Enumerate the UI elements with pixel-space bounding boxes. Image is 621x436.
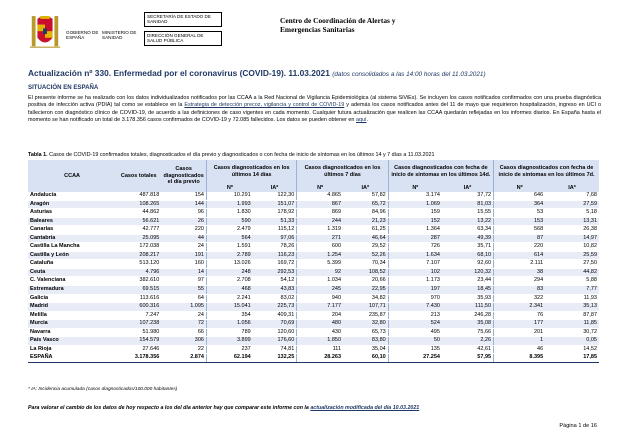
header-total: Casos totales — [116, 160, 161, 192]
value-cell: 25.095 — [116, 234, 161, 243]
table-row — [28, 328, 599, 337]
value-cell: 10,82 — [545, 243, 599, 252]
value-cell: 72 — [161, 320, 206, 329]
value-cell: 46,64 — [343, 234, 388, 243]
value-cell: 42.777 — [116, 226, 161, 235]
value-cell: 51.980 — [116, 328, 161, 337]
value-cell: 25,59 — [545, 251, 599, 260]
value-cell: 246,28 — [442, 311, 494, 320]
value-cell: 66 — [161, 328, 206, 337]
table-row — [28, 311, 599, 320]
total-value-cell: 132,25 — [253, 354, 297, 363]
value-cell: 65,72 — [343, 200, 388, 209]
table-caption — [28, 152, 601, 158]
value-cell: 81,03 — [442, 200, 494, 209]
value-cell: 154 — [161, 192, 206, 200]
table-row — [28, 192, 599, 200]
value-cell: 1.364 — [388, 226, 442, 235]
value-cell: 4.865 — [297, 192, 343, 200]
table-row — [28, 268, 599, 277]
value-cell: 568 — [494, 226, 546, 235]
table-caption-label: Tabla 1. — [28, 152, 48, 158]
total-value-cell: 60,10 — [343, 354, 388, 363]
page-number: Página 1 de 16 — [559, 423, 597, 429]
value-cell: 43,83 — [253, 286, 297, 295]
value-cell: 201 — [494, 328, 546, 337]
table-row — [28, 303, 599, 312]
value-cell: 2.111 — [494, 260, 546, 269]
value-cell: 116,23 — [253, 251, 297, 260]
value-cell: 1.034 — [297, 277, 343, 286]
table-row — [28, 251, 599, 260]
region-name-cell: Asturias — [28, 209, 116, 218]
report-title — [28, 68, 597, 78]
value-cell: 83 — [494, 286, 546, 295]
value-cell: 287 — [388, 234, 442, 243]
region-name-cell: Melilla — [28, 311, 116, 320]
header-14-days: Casos diagnosticados en los últimos 14 días — [206, 160, 296, 184]
table-row — [28, 226, 599, 235]
subheader-n: Nº — [297, 184, 343, 192]
value-cell: 495 — [388, 328, 442, 337]
value-cell: 37,72 — [442, 192, 494, 200]
value-cell: 248 — [206, 268, 252, 277]
value-cell: 49,39 — [442, 234, 494, 243]
section-heading: SITUACIÓN EN ESPAÑA — [28, 84, 99, 91]
value-cell: 867 — [297, 200, 343, 209]
value-cell: 42,61 — [442, 345, 494, 354]
value-cell: 30,72 — [545, 328, 599, 337]
header-7-days: Casos diagnosticados en los últimos 7 días — [297, 160, 388, 184]
region-name-cell: País Vasco — [28, 337, 116, 346]
region-name-cell: Baleares — [28, 217, 116, 226]
value-cell: 24 — [161, 311, 206, 320]
value-cell: 7.247 — [116, 311, 161, 320]
value-cell: 237 — [206, 345, 252, 354]
value-cell: 120,32 — [442, 268, 494, 277]
value-cell: 102 — [388, 268, 442, 277]
total-value-cell: 2.874 — [161, 354, 206, 363]
value-cell: 68,10 — [442, 251, 494, 260]
value-cell: 10.291 — [206, 192, 252, 200]
value-cell: 50 — [388, 337, 442, 346]
value-cell: 46 — [494, 345, 546, 354]
total-value-cell: 57,95 — [442, 354, 494, 363]
value-cell: 26 — [161, 217, 206, 226]
table-row — [28, 337, 599, 346]
value-cell: 322 — [494, 294, 546, 303]
value-cell: 70,34 — [343, 260, 388, 269]
value-cell: 24 — [161, 243, 206, 252]
region-name-cell: La Rioja — [28, 345, 116, 354]
value-cell: 76 — [494, 311, 546, 320]
ia-footnote: * IA: Incidencia acumulada (casos diagnosticados/100.000 habitantes) — [28, 387, 178, 392]
value-cell: 14 — [161, 268, 206, 277]
value-cell: 468 — [206, 286, 252, 295]
value-cell: 87 — [494, 234, 546, 243]
value-cell: 92,60 — [442, 260, 494, 269]
strategy-link[interactable]: Estrategia de detección precoz, vigilancia y control de COVID-19 — [184, 102, 345, 109]
value-cell: 4.796 — [116, 268, 161, 277]
value-cell: 5,88 — [545, 277, 599, 286]
table-row — [28, 277, 599, 286]
value-cell: 220 — [161, 226, 206, 235]
value-cell: 869 — [297, 209, 343, 218]
subheader-ia: IA* — [442, 184, 494, 192]
value-cell: 590 — [206, 217, 252, 226]
value-cell: 13.026 — [206, 260, 252, 269]
total-value-cell: 17,85 — [545, 354, 599, 363]
total-value-cell: 3.178.356 — [116, 354, 161, 363]
value-cell: 970 — [388, 294, 442, 303]
value-cell: 75,66 — [442, 328, 494, 337]
value-cell: 70,69 — [253, 320, 297, 329]
value-cell: 191 — [161, 251, 206, 260]
value-cell: 1.069 — [388, 200, 442, 209]
table-row — [28, 345, 599, 354]
value-cell: 108,52 — [343, 268, 388, 277]
coat-of-arms-icon — [28, 12, 62, 56]
ccaes-line-1: Centro de Coordinación de Alertas y — [280, 16, 396, 25]
value-cell: 169,72 — [253, 260, 297, 269]
value-cell: 235,87 — [343, 311, 388, 320]
region-name-cell: Aragón — [28, 200, 116, 209]
value-cell: 197 — [388, 286, 442, 295]
table-body — [28, 192, 599, 354]
value-cell: 84,96 — [343, 209, 388, 218]
value-cell: 107,71 — [343, 303, 388, 312]
value-cell: 74,81 — [253, 345, 297, 354]
value-cell: 2.341 — [494, 303, 546, 312]
value-cell: 294 — [494, 277, 546, 286]
value-cell: 96 — [161, 209, 206, 218]
total-label-cell: ESPAÑA — [28, 354, 116, 363]
value-cell: 1.173 — [388, 277, 442, 286]
comparison-text: Para valorar el cambio de los datos de hoy respecto a los del día anterior hay que comparar este informe con la — [28, 405, 311, 411]
value-cell: 1.254 — [297, 251, 343, 260]
value-cell: 1.850 — [297, 337, 343, 346]
region-name-cell: Andalucía — [28, 192, 116, 200]
value-cell: 2.479 — [206, 226, 252, 235]
value-cell: 111 — [297, 345, 343, 354]
value-cell: 15.041 — [206, 303, 252, 312]
region-name-cell: Madrid — [28, 303, 116, 312]
table-row — [28, 320, 599, 329]
value-cell: 1 — [494, 337, 546, 346]
region-name-cell: Ceuta — [28, 268, 116, 277]
value-cell: 35,08 — [442, 320, 494, 329]
government-logo — [28, 12, 138, 60]
value-cell: 27,59 — [545, 200, 599, 209]
report-header — [28, 12, 597, 62]
region-name-cell: Galicia — [28, 294, 116, 303]
value-cell: 35,13 — [545, 303, 599, 312]
value-cell: 7.177 — [297, 303, 343, 312]
value-cell: 789 — [206, 328, 252, 337]
ministry-boxes — [144, 12, 222, 46]
value-cell: 27,50 — [545, 260, 599, 269]
value-cell: 61,25 — [343, 226, 388, 235]
value-cell: 56.621 — [116, 217, 161, 226]
region-name-cell: Castilla y León — [28, 251, 116, 260]
value-cell: 29,52 — [343, 243, 388, 252]
value-cell: 7.107 — [388, 260, 442, 269]
value-cell: 204 — [297, 311, 343, 320]
value-cell: 2.708 — [206, 277, 252, 286]
value-cell: 2.789 — [206, 251, 252, 260]
intro-paragraph — [28, 95, 601, 124]
ccaes-title — [280, 16, 395, 34]
subheader-n: Nº — [388, 184, 442, 192]
subheader-ia: IA* — [253, 184, 297, 192]
total-row — [28, 354, 599, 363]
comparison-note — [28, 405, 419, 411]
value-cell: 83,80 — [343, 337, 388, 346]
value-cell: 7,68 — [545, 192, 599, 200]
value-cell: 213 — [388, 311, 442, 320]
value-cell: 364 — [494, 200, 546, 209]
table-row — [28, 243, 599, 252]
header-ccaa: CCAA — [28, 160, 116, 192]
value-cell: 38 — [494, 268, 546, 277]
cases-table — [28, 160, 599, 363]
value-cell: 11,85 — [545, 320, 599, 329]
value-cell: 480 — [297, 320, 343, 329]
value-cell: 115,12 — [253, 226, 297, 235]
value-cell: 1.830 — [206, 209, 252, 218]
total-value-cell: 28.263 — [297, 354, 343, 363]
value-cell: 13,22 — [442, 217, 494, 226]
value-cell: 600.316 — [116, 303, 161, 312]
value-cell: 220 — [494, 243, 546, 252]
value-cell: 726 — [388, 243, 442, 252]
value-cell: 177 — [494, 320, 546, 329]
region-name-cell: Navarra — [28, 328, 116, 337]
value-cell: 154.579 — [116, 337, 161, 346]
value-cell: 22,95 — [343, 286, 388, 295]
value-cell: 7,77 — [545, 286, 599, 295]
value-cell: 172.038 — [116, 243, 161, 252]
value-cell: 22 — [161, 345, 206, 354]
value-cell: 51,33 — [253, 217, 297, 226]
value-cell: 111,50 — [442, 303, 494, 312]
value-cell: 63,34 — [442, 226, 494, 235]
value-cell: 26,38 — [545, 226, 599, 235]
value-cell: 69.515 — [116, 286, 161, 295]
value-cell: 135 — [388, 345, 442, 354]
value-cell: 382.610 — [116, 277, 161, 286]
region-name-cell: Castilla La Mancha — [28, 243, 116, 252]
value-cell: 176,60 — [253, 337, 297, 346]
value-cell: 564 — [206, 234, 252, 243]
table-row — [28, 200, 599, 209]
value-cell: 34,82 — [343, 294, 388, 303]
value-cell: 1.993 — [206, 200, 252, 209]
table-row — [28, 286, 599, 295]
value-cell: 87,87 — [545, 311, 599, 320]
subheader-n: Nº — [494, 184, 546, 192]
value-cell: 5,18 — [545, 209, 599, 218]
title-main: Actualización nº 330. Enfermedad por el coronavirus (COVID-19). 11.03.2021 — [28, 68, 330, 78]
value-cell: 18,45 — [442, 286, 494, 295]
value-cell: 3.174 — [388, 192, 442, 200]
value-cell: 430 — [297, 328, 343, 337]
value-cell: 1.319 — [297, 226, 343, 235]
value-cell: 513.120 — [116, 260, 161, 269]
value-cell: 14,52 — [545, 345, 599, 354]
subheader-ia: IA* — [545, 184, 599, 192]
value-cell: 64 — [161, 294, 206, 303]
value-cell: 208.217 — [116, 251, 161, 260]
value-cell: 2,26 — [442, 337, 494, 346]
value-cell: 122,30 — [253, 192, 297, 200]
value-cell: 54,12 — [253, 277, 297, 286]
value-cell: 35,71 — [442, 243, 494, 252]
value-cell: 44,82 — [545, 268, 599, 277]
cases-table-wrap — [28, 160, 599, 363]
subheader-n: Nº — [206, 184, 252, 192]
value-cell: 153 — [494, 217, 546, 226]
value-cell: 14,97 — [545, 234, 599, 243]
table-caption-text: Casos de COVID-19 confirmados totales, diagnosticados el día previo y diagnosticados o con fecha de inicio de síntomas en los últimos 14 y 7 días a 11.03.2021 — [47, 152, 435, 158]
value-cell: 65,73 — [343, 328, 388, 337]
data-link[interactable]: aquí — [355, 116, 367, 123]
value-cell: 178,92 — [253, 209, 297, 218]
value-cell: 1.591 — [206, 243, 252, 252]
value-cell: 92 — [297, 268, 343, 277]
region-name-cell: Murcia — [28, 320, 116, 329]
ccaes-line-2: Emergencias Sanitarias — [280, 25, 355, 34]
value-cell: 120,60 — [253, 328, 297, 337]
value-cell: 271 — [297, 234, 343, 243]
value-cell: 97 — [161, 277, 206, 286]
table-row — [28, 260, 599, 269]
value-cell: 113.616 — [116, 294, 161, 303]
value-cell: 354 — [206, 311, 252, 320]
value-cell: 487.818 — [116, 192, 161, 200]
value-cell: 225,73 — [253, 303, 297, 312]
value-cell: 1.056 — [206, 320, 252, 329]
value-cell: 646 — [494, 192, 546, 200]
value-cell: 15,55 — [442, 209, 494, 218]
value-cell: 53 — [494, 209, 546, 218]
value-cell: 292,53 — [253, 268, 297, 277]
value-cell: 107.238 — [116, 320, 161, 329]
intro-text-2: y además los casos notificados antes del 11 de mayo que requirieron hospitalización, ingreso en UCI o fallecieron con diagnóstico clínico de COVID-19, de acuerdo a las definiciones de caso vigentes en cada momento. Cualquier futura actualización que realicen las CCAA quedarán reflejadas en los informes diarios. En España hasta el momento se han notificado un total de 3.178.356 casos confirmados de COVID-19 y 72.085 fallecidos. Los datos se pueden obtener en — [28, 102, 601, 123]
region-name-cell: C. Valenciana — [28, 277, 116, 286]
value-cell: 940 — [297, 294, 343, 303]
value-cell: 1.634 — [388, 251, 442, 260]
value-cell: 160 — [161, 260, 206, 269]
table-row — [28, 294, 599, 303]
value-cell: 614 — [494, 251, 546, 260]
title-subtitle: (datos consolidados a las 14:00 horas del 11.03.2021) — [332, 71, 486, 78]
value-cell: 245 — [297, 286, 343, 295]
value-cell: 35,93 — [442, 294, 494, 303]
value-cell: 108.265 — [116, 200, 161, 209]
total-value-cell: 8.395 — [494, 354, 546, 363]
ministry-label: MINISTERIO DE SANIDAD — [102, 30, 137, 41]
table-row — [28, 234, 599, 243]
secretariat-box: SECRETARÍA DE ESTADO DE SANIDAD — [144, 12, 222, 27]
intro-text-3: . — [366, 116, 369, 123]
subheader-ia: IA* — [343, 184, 388, 192]
region-name-cell: Canarias — [28, 226, 116, 235]
value-cell: 55 — [161, 286, 206, 295]
value-cell: 5.399 — [297, 260, 343, 269]
header-previous-day: Casos diagnosticados el día previo — [161, 160, 206, 192]
value-cell: 7.430 — [388, 303, 442, 312]
value-cell: 57,82 — [343, 192, 388, 200]
value-cell: 20,66 — [343, 277, 388, 286]
table-row — [28, 217, 599, 226]
value-cell: 13,31 — [545, 217, 599, 226]
region-name-cell: Extremadura — [28, 286, 116, 295]
value-cell: 78,26 — [253, 243, 297, 252]
value-cell: 0,05 — [545, 337, 599, 346]
value-cell: 27.646 — [116, 345, 161, 354]
value-cell: 159 — [388, 209, 442, 218]
header-symptoms-7-days: Casos diagnosticados con fecha de inicio de síntomas en los últimos 7d. — [494, 160, 599, 184]
total-value-cell: 62.194 — [206, 354, 252, 363]
value-cell: 3.899 — [206, 337, 252, 346]
value-cell: 151,07 — [253, 200, 297, 209]
header-symptoms-14-days: Casos diagnosticados con fecha de inicio de síntomas en los últimos 14d. — [388, 160, 493, 184]
value-cell: 83,02 — [253, 294, 297, 303]
total-value-cell: 27.254 — [388, 354, 442, 363]
value-cell: 1.095 — [161, 303, 206, 312]
value-cell: 600 — [297, 243, 343, 252]
value-cell: 52,26 — [343, 251, 388, 260]
value-cell: 11,93 — [545, 294, 599, 303]
value-cell: 44.862 — [116, 209, 161, 218]
table-row — [28, 209, 599, 218]
value-cell: 97,06 — [253, 234, 297, 243]
value-cell: 23,44 — [442, 277, 494, 286]
value-cell: 144 — [161, 200, 206, 209]
intro-text-1: El presente informe se ha realizado con los datos individualizados notificados por las CCAA a la Red Nacional de Vigilancia Epidemiológica (al sistema SiViEs). Se incluyen los casos notificados confirmados con una prueba diagnóstica positiva de infección activa (PDIA) tal como se establece en la — [28, 95, 601, 109]
value-cell: 524 — [388, 320, 442, 329]
region-name-cell: Cantabria — [28, 234, 116, 243]
value-cell: 152 — [388, 217, 442, 226]
value-cell: 409,31 — [253, 311, 297, 320]
directorate-box: DIRECCIÓN GENERAL DE SALUD PÚBLICA — [144, 31, 222, 46]
modified-update-link[interactable]: actualización modificada del día 10.03.2021 — [310, 405, 420, 411]
value-cell: 32,80 — [343, 320, 388, 329]
region-name-cell: Cataluña — [28, 260, 116, 269]
government-label: GOBIERNO DE ESPAÑA — [66, 30, 99, 41]
value-cell: 306 — [161, 337, 206, 346]
value-cell: 244 — [297, 217, 343, 226]
value-cell: 44 — [161, 234, 206, 243]
value-cell: 21,23 — [343, 217, 388, 226]
value-cell: 35,04 — [343, 345, 388, 354]
value-cell: 2.241 — [206, 294, 252, 303]
